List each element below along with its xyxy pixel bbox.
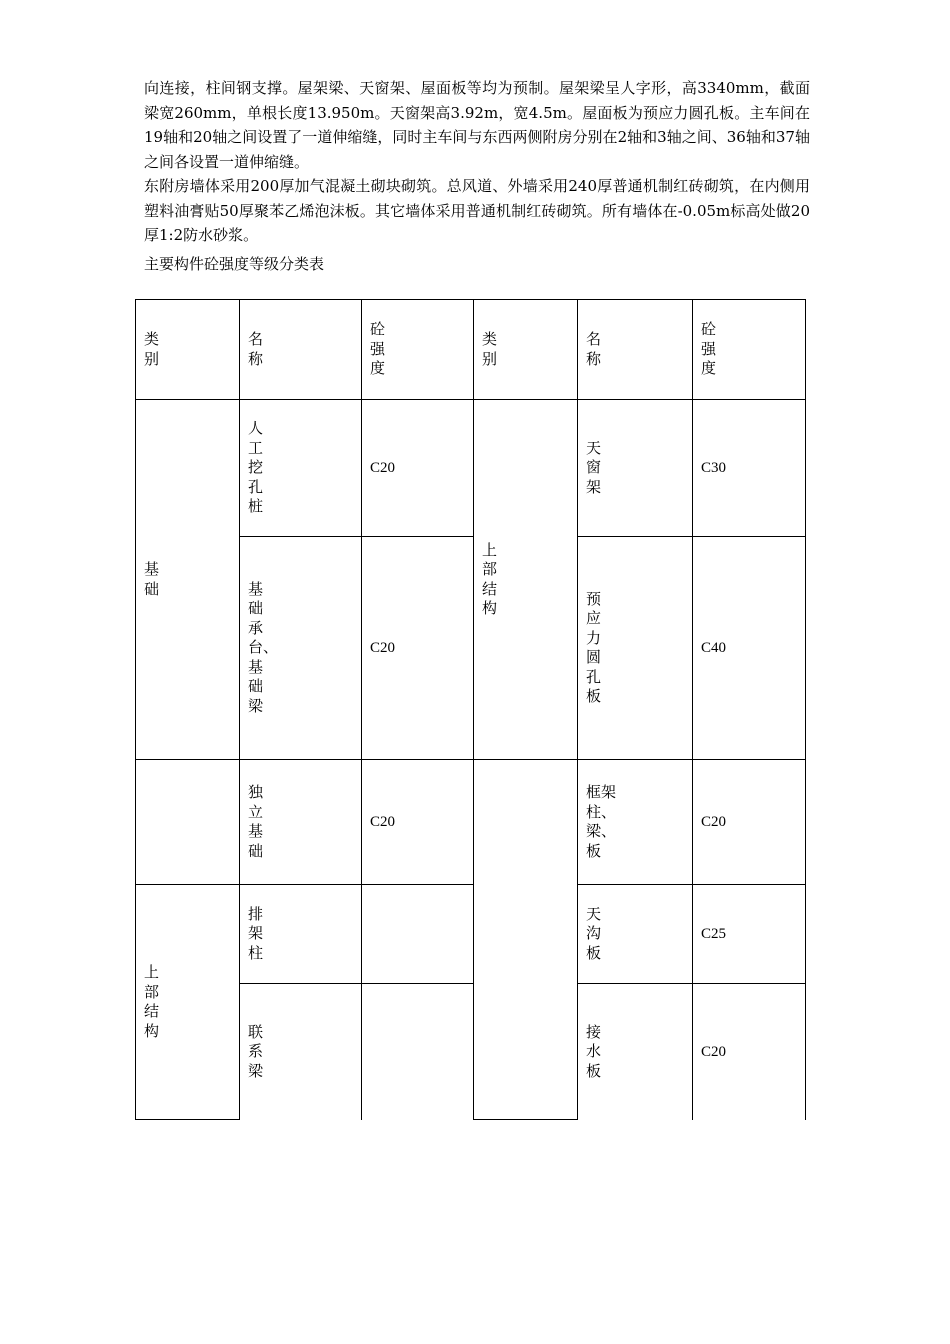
category-cell-right-1: 上部结构 <box>474 400 578 760</box>
grade-cell-left: C20 <box>362 760 474 885</box>
name-cell-right: 接水板 <box>578 984 693 1120</box>
header-grade-right: 砼强度 <box>693 300 806 400</box>
category-cell-right-2 <box>474 760 578 1120</box>
name-cell-left: 联系梁 <box>240 984 362 1120</box>
name-cell-left: 排架柱 <box>240 885 362 984</box>
header-grade-left: 砼强度 <box>362 300 474 400</box>
grade-cell-right: C25 <box>693 885 806 984</box>
name-cell-right: 框架柱、梁、板 <box>578 760 693 885</box>
grade-cell-right: C20 <box>693 984 806 1120</box>
paragraph-2: 东附房墙体采用200厚加气混凝土砌块砌筑。总风道、外墙采用240厚普通机制红砖砌筑，在内侧用塑料油膏贴50厚聚苯乙烯泡沫板。其它墙体采用普通机制红砖砌筑。所有墙体在-0.05m标高处做20厚1:2防水砂浆。 <box>144 177 810 244</box>
grade-cell-right: C30 <box>693 400 806 537</box>
table-header-row <box>136 300 806 400</box>
grade-cell-right: C40 <box>693 537 806 760</box>
header-category-left: 类别 <box>136 300 240 400</box>
header-name-left: 名称 <box>240 300 362 400</box>
name-cell-right: 天沟板 <box>578 885 693 984</box>
category-cell-left-1: 基础 <box>136 400 240 760</box>
header-name-right: 名称 <box>578 300 693 400</box>
body-text <box>144 76 810 248</box>
name-cell-right: 天窗架 <box>578 400 693 537</box>
grade-cell-left <box>362 984 474 1120</box>
name-cell-right: 预应力圆孔板 <box>578 537 693 760</box>
concrete-grade-table <box>135 299 806 1120</box>
table-row <box>136 760 806 885</box>
grade-cell-left: C20 <box>362 537 474 760</box>
grade-cell-left <box>362 885 474 984</box>
table-row <box>136 400 806 537</box>
name-cell-left: 独立基础 <box>240 760 362 885</box>
category-cell-left-3: 上部结构 <box>136 885 240 1120</box>
name-cell-left: 基础承台、基础梁 <box>240 537 362 760</box>
grade-cell-left: C20 <box>362 400 474 537</box>
paragraph-1: 向连接，柱间钢支撑。屋架梁、天窗架、屋面板等均为预制。屋架梁呈人字形，高3340mm，截面梁宽260mm，单根长度13.950m。天窗架高3.92m，宽4.5m。屋面板为预应力圆孔板。主车间在19轴和20轴之间设置了一道伸缩缝，同时主车间与东西两侧附房分别在2轴和3轴之间、36轴和37轴之间各设置一道伸缩缝。 <box>144 79 810 171</box>
name-cell-left: 人工挖孔桩 <box>240 400 362 537</box>
table-caption: 主要构件砼强度等级分类表 <box>144 255 325 273</box>
table-row <box>136 885 806 984</box>
grade-cell-right: C20 <box>693 760 806 885</box>
category-cell-left-2 <box>136 760 240 885</box>
header-category-right: 类别 <box>474 300 578 400</box>
